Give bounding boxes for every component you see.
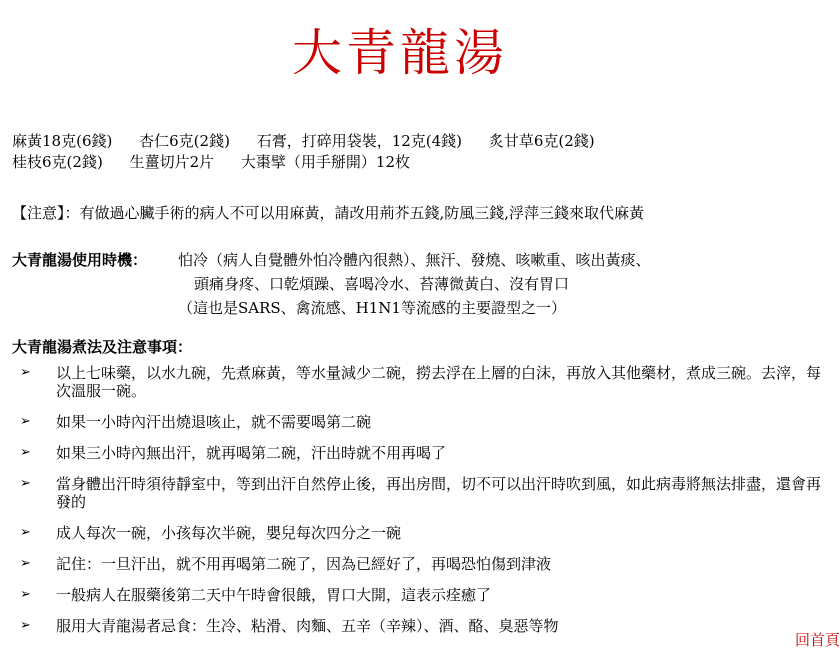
arrow-bullet-icon: ➢: [20, 445, 31, 460]
ingredients-line-2: [12, 152, 410, 172]
ingredient: 石膏，打碎用袋裝，12克(4錢): [256, 132, 463, 150]
ingredient: 大棗擘（用手掰開）12枚: [240, 153, 410, 171]
caution-note: [12, 203, 644, 223]
arrow-bullet-icon: ➢: [20, 365, 31, 380]
ingredient: 麻黃18克(6錢): [12, 132, 113, 150]
list-item: ➢ 記住：一旦汗出，就不用再喝第二碗了，因為已經好了，再喝恐怕傷到津液: [20, 555, 552, 573]
page-title: 大青龍湯: [292, 24, 508, 82]
list-item: ➢ 以上七味藥，以水九碗，先煮麻黃，等水量減少二碗，撈去浮在上層的白沫，再放入其他藥材，煮成三碗。去滓，每次溫服一碗。: [20, 364, 822, 400]
ingredient: 杏仁6克(2錢): [139, 132, 230, 150]
method-list: [20, 364, 832, 648]
arrow-bullet-icon: ➢: [20, 618, 31, 633]
arrow-bullet-icon: ➢: [20, 476, 31, 491]
usage-label: 大青龍湯使用時機：: [12, 251, 148, 269]
usage-line: 怕冷（病人自覺體外怕冷體內很熱）、無汗、發燒、咳嗽重、咳出黃痰、: [178, 251, 651, 269]
home-link[interactable]: 回首頁: [794, 631, 840, 649]
caution-label: 【注意】: [12, 204, 65, 222]
list-item: ➢ 成人每次一碗，小孩每次半碗，嬰兒每次四分之一碗: [20, 524, 402, 542]
list-item: ➢ 當身體出汗時須待靜室中，等到出汗自然停止後，再出房間，切不可以出汗時吹到風，如此病毒將無法排盡，還會再發的: [20, 475, 822, 511]
usage-line: 頭痛身疼、口乾煩躁、喜喝冷水、苔薄微黃白、沒有胃口: [194, 275, 570, 293]
usage-text: [178, 248, 818, 320]
usage-line: （這也是SARS、禽流感、H1N1等流感的主要證型之一）: [178, 299, 566, 317]
arrow-bullet-icon: ➢: [20, 414, 31, 429]
arrow-bullet-icon: ➢: [20, 556, 31, 571]
method-heading: 大青龍湯煮法及注意事項：: [12, 338, 193, 356]
ingredient: 炙甘草6克(2錢): [488, 132, 595, 150]
arrow-bullet-icon: ➢: [20, 587, 31, 602]
arrow-bullet-icon: ➢: [20, 525, 31, 540]
ingredient: 生薑切片2片: [129, 153, 215, 171]
list-item: ➢ 一般病人在服藥後第二天中午時會很餓，胃口大開，這表示痊癒了: [20, 586, 492, 604]
caution-text: ：有做過心臟手術的病人不可以用麻黃，請改用荊芥五錢,防風三錢,浮萍三錢來取代麻黃: [64, 204, 645, 222]
list-item: ➢ 服用大青龍湯者忌食：生冷、粘滑、肉麵、五辛（辛辣）、酒、酪、臭惡等物: [20, 617, 559, 635]
usage-section: [12, 248, 651, 317]
ingredients-line-1: [12, 131, 595, 151]
ingredient: 桂枝6克(2錢): [12, 153, 103, 171]
list-item: ➢ 如果一小時內汗出燒退咳止，就不需要喝第二碗: [20, 413, 372, 431]
list-item: ➢ 如果三小時內無出汗，就再喝第二碗，汗出時就不用再喝了: [20, 444, 447, 462]
